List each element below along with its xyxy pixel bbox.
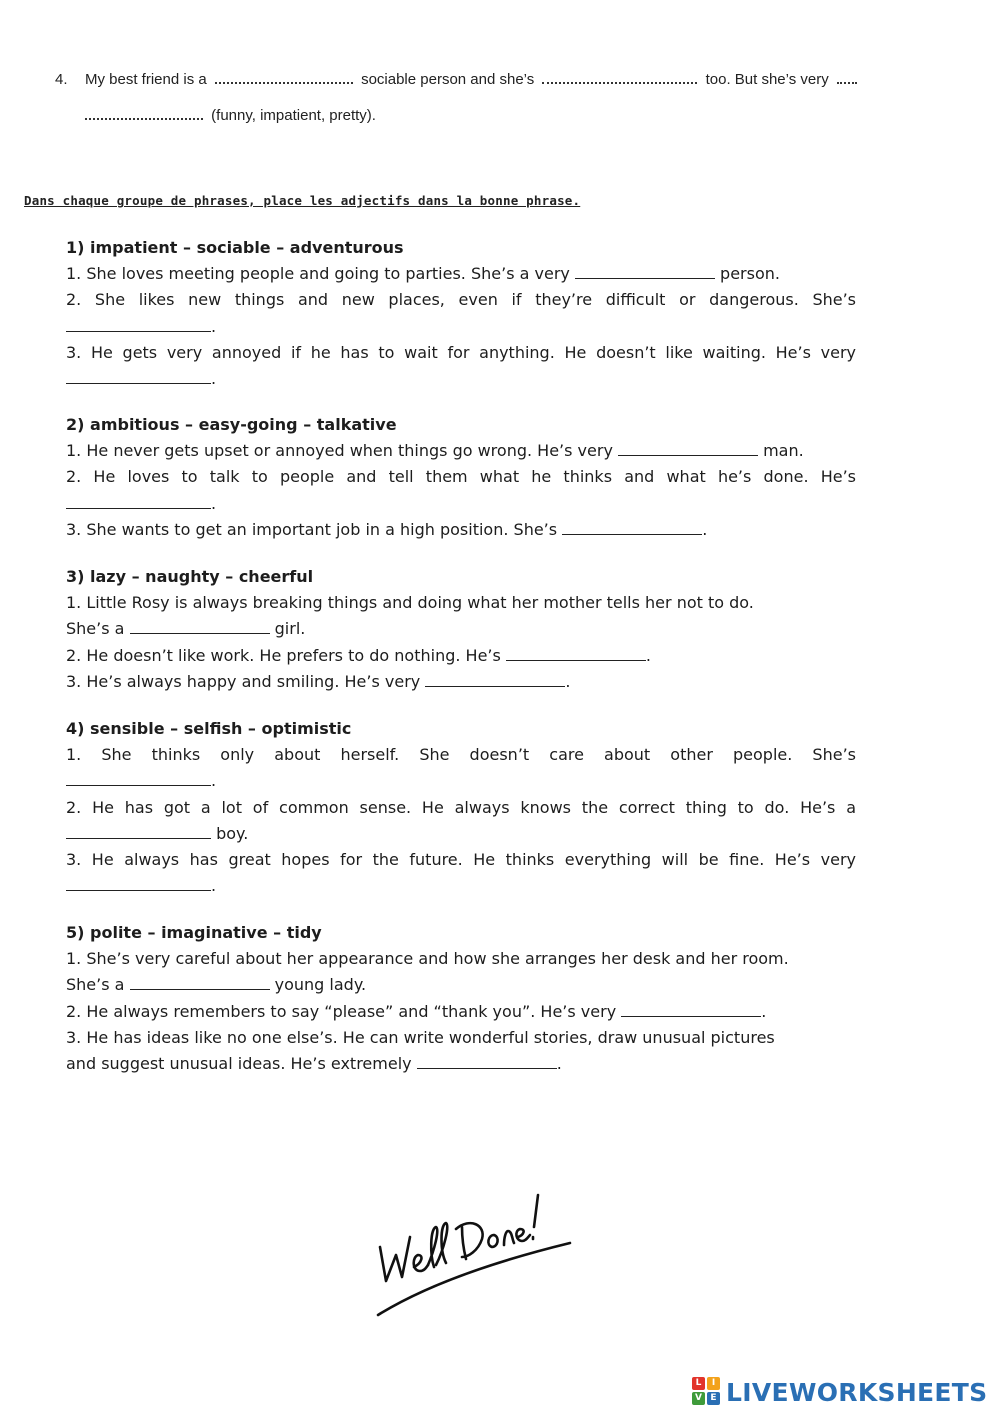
- question-text: sociable person and she’s: [361, 71, 535, 88]
- sentence-3: [66, 517, 856, 543]
- signature-stroke: [414, 1255, 428, 1271]
- answer-blank[interactable]: [130, 617, 270, 634]
- sentence-text: person.: [720, 264, 780, 284]
- question-text: (funny, impatient, pretty).: [211, 107, 376, 124]
- sentence-3: 3. He has ideas like no one else’s. He can write wonderful stories, draw unusual pictures: [66, 1027, 775, 1047]
- sentence-text: .: [211, 493, 217, 513]
- answer-blank[interactable]: [417, 1052, 557, 1069]
- sentence-1: 1. She thinks only about herself. She doesn’t care about other people. She’s: [66, 745, 856, 765]
- sentence-1: [66, 261, 856, 287]
- sentence-2-cont: [66, 314, 856, 340]
- sentence-text: .: [211, 369, 217, 389]
- logo-mark-letter: V: [692, 1392, 705, 1405]
- logo-mark-letter: I: [707, 1377, 720, 1390]
- question-text: too. But she’s very: [705, 71, 829, 88]
- answer-blank[interactable]: [66, 367, 211, 384]
- answer-blank[interactable]: [542, 68, 697, 84]
- signature-stroke: [380, 1237, 410, 1281]
- well-done-signature: [370, 1185, 580, 1325]
- group-title: 3) lazy – naughty – cheerful: [66, 567, 314, 586]
- answer-blank[interactable]: [66, 315, 211, 332]
- exercise-instruction: Dans chaque groupe de phrases, place les adjectifs dans la bonne phrase.: [24, 193, 581, 208]
- signature-stroke: [462, 1227, 466, 1259]
- sentence-1-cont: [66, 972, 856, 998]
- sentence-text: .: [211, 876, 217, 896]
- sentence-1: 1. She’s very careful about her appearance and how she arranges her desk and her room.: [66, 949, 789, 969]
- sentence-2: 2. She likes new things and new places, even if they’re difficult or dangerous. She’s: [66, 290, 856, 310]
- exercise-group-3: [66, 564, 856, 695]
- sentence-text: and suggest unusual ideas. He’s extremely: [66, 1054, 412, 1074]
- question-4: [55, 62, 945, 134]
- answer-blank[interactable]: [66, 769, 211, 786]
- sentence-text: 2. He doesn’t like work. He prefers to do nothing. He’s: [66, 645, 501, 665]
- answer-blank[interactable]: [506, 644, 646, 661]
- answer-blank[interactable]: [215, 68, 353, 84]
- sentence-1-cont: [66, 616, 856, 642]
- question-4-line-1: [55, 62, 945, 98]
- signature-stroke: [488, 1235, 497, 1247]
- question-text: My best friend is a: [85, 71, 207, 88]
- answer-blank[interactable]: [66, 822, 211, 839]
- signature-stroke: [428, 1227, 437, 1267]
- answer-blank[interactable]: [562, 518, 702, 535]
- group-title: 4) sensible – selfish – optimistic: [66, 719, 352, 738]
- question-number: 4.: [55, 71, 68, 88]
- sentence-3: 3. He gets very annoyed if he has to wait for anything. He doesn’t like waiting. He’s very: [66, 342, 856, 362]
- sentence-2: [66, 643, 856, 669]
- answer-blank[interactable]: [66, 492, 211, 509]
- sentence-text: young lady.: [274, 975, 367, 995]
- sentence-text: 3. She wants to get an important job in a high position. She’s: [66, 519, 558, 539]
- sentence-text: .: [565, 671, 571, 691]
- sentence-text: 1. She loves meeting people and going to parties. She’s a very: [66, 264, 570, 284]
- signature-stroke: [534, 1195, 538, 1227]
- sentence-2: 2. He loves to talk to people and tell them what he thinks and what he’s done. He’s: [66, 467, 856, 487]
- sentence-1-cont: [66, 768, 856, 794]
- sentence-text: .: [645, 645, 652, 665]
- sentence-text: 2. He always remembers to say “please” and “thank you”. He’s very: [66, 1001, 617, 1021]
- logo-mark-letter: E: [707, 1392, 720, 1405]
- sentence-text: man.: [763, 441, 804, 461]
- exercise-group-4: [66, 716, 856, 899]
- logo-mark-icon: [692, 1377, 724, 1407]
- liveworksheets-logo: [692, 1377, 987, 1407]
- question-4-line-2: [55, 98, 945, 134]
- answer-blank[interactable]: [425, 670, 565, 687]
- sentence-text: 3. He’s always happy and smiling. He’s very: [66, 671, 421, 691]
- group-title: 1) impatient – sociable – adventurous: [66, 238, 404, 257]
- sentence-2-cont: [66, 821, 856, 847]
- sentence-2-cont: [66, 491, 856, 517]
- sentence-text: She’s a: [66, 619, 125, 639]
- sentence-3-cont: [66, 1051, 856, 1077]
- sentence-text: .: [211, 771, 217, 791]
- signature-stroke: [456, 1223, 483, 1257]
- sentence-3: 3. He always has great hopes for the future. He thinks everything will be fine. He’s very: [66, 850, 856, 870]
- signature-stroke: [504, 1231, 514, 1245]
- answer-blank[interactable]: [621, 1000, 761, 1017]
- sentence-text: 1. He never gets upset or annoyed when things go wrong. He’s very: [66, 441, 613, 461]
- answer-blank[interactable]: [618, 439, 758, 456]
- answer-blank[interactable]: [130, 973, 270, 990]
- sentence-2: [66, 999, 856, 1025]
- sentence-text: boy.: [216, 823, 249, 843]
- answer-blank[interactable]: [575, 262, 715, 279]
- exercise-group-2: [66, 412, 856, 543]
- answer-blank[interactable]: [66, 874, 211, 891]
- group-title: 5) polite – imaginative – tidy: [66, 923, 322, 942]
- sentence-text: .: [556, 1054, 562, 1074]
- sentence-3-cont: [66, 873, 856, 899]
- sentence-text: .: [761, 1001, 767, 1021]
- logo-text: LIVEWORKSHEETS: [726, 1377, 988, 1407]
- answer-blank[interactable]: [85, 104, 203, 120]
- answer-blank[interactable]: [837, 68, 857, 84]
- group-title: 2) ambitious – easy-going – talkative: [66, 415, 397, 434]
- signature-stroke: [516, 1229, 530, 1241]
- sentence-text: girl.: [274, 619, 306, 639]
- logo-mark-letter: L: [692, 1377, 705, 1390]
- sentence-1: 1. Little Rosy is always breaking things and doing what her mother tells her not to do.: [66, 593, 754, 613]
- sentence-2: 2. He has got a lot of common sense. He always knows the correct thing to do. He’s a: [66, 797, 856, 817]
- exercise-group-5: [66, 920, 856, 1077]
- sentence-3: [66, 669, 856, 695]
- sentence-1: [66, 438, 856, 464]
- sentence-text: She’s a: [66, 975, 125, 995]
- sentence-text: .: [702, 519, 708, 539]
- sentence-text: .: [211, 316, 217, 336]
- sentence-3-cont: [66, 366, 856, 392]
- exercise-group-1: [66, 235, 856, 392]
